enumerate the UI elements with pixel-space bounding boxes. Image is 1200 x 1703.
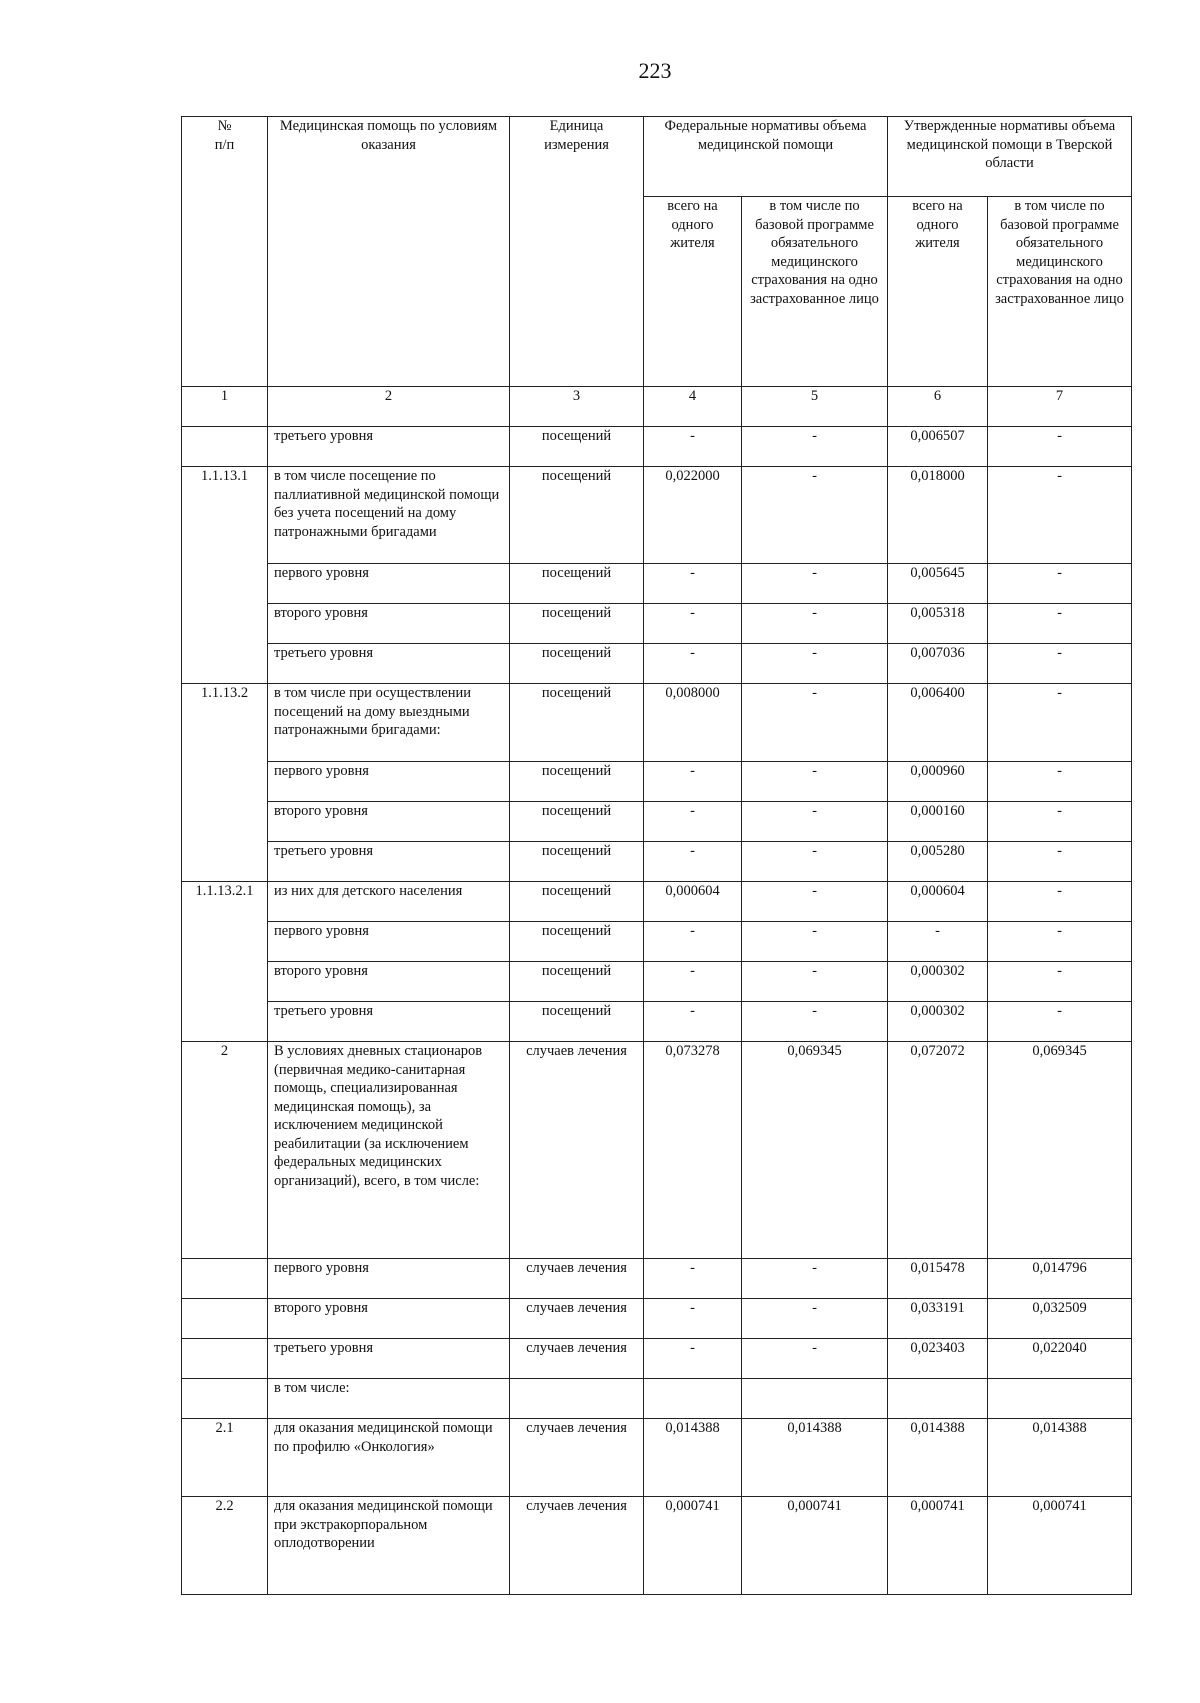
cell-federal-base: - (742, 684, 888, 762)
cell-federal-base: - (742, 644, 888, 684)
cell-federal-base: - (742, 564, 888, 604)
cell-federal-total: 0,014388 (644, 1419, 742, 1497)
row-number (182, 1259, 268, 1299)
cell-federal-total: 0,000741 (644, 1497, 742, 1595)
cell-federal-base: - (742, 882, 888, 922)
cell-federal-base: 0,014388 (742, 1419, 888, 1497)
row-unit: посещений (510, 564, 644, 604)
table-row (182, 1339, 1132, 1379)
cell-federal-total: - (644, 427, 742, 467)
row-name: первого уровня (268, 762, 510, 802)
row-name: первого уровня (268, 564, 510, 604)
cell-approved-base (988, 1379, 1132, 1419)
cell-federal-total: 0,008000 (644, 684, 742, 762)
cell-federal-base: - (742, 1259, 888, 1299)
row-name: из них для детского населения (268, 882, 510, 922)
cell-approved-base: - (988, 604, 1132, 644)
cell-federal-total: - (644, 922, 742, 962)
row-name: второго уровня (268, 802, 510, 842)
cell-approved-total: 0,000302 (888, 962, 988, 1002)
cell-federal-total: 0,022000 (644, 467, 742, 564)
row-unit: случаев лечения (510, 1497, 644, 1595)
cell-approved-total: 0,018000 (888, 467, 988, 564)
cell-approved-total: 0,014388 (888, 1419, 988, 1497)
cell-approved-base: - (988, 644, 1132, 684)
cell-federal-total: - (644, 564, 742, 604)
row-name: второго уровня (268, 962, 510, 1002)
table-row (182, 644, 1132, 684)
cell-federal-base (742, 1379, 888, 1419)
cell-federal-total: - (644, 604, 742, 644)
cell-federal-base: - (742, 922, 888, 962)
cell-approved-total: 0,006400 (888, 684, 988, 762)
row-name: В условиях дневных стационаров (первичная медико-санитарная помощь, специализированная медицинская помощь), за исключением медицинской реабилитации (за исключением федеральных медицинских организаций), всего, в том числе: (268, 1042, 510, 1259)
cell-federal-base: - (742, 762, 888, 802)
row-number: 2.2 (182, 1497, 268, 1595)
norms-table (181, 116, 1132, 1595)
column-number: 5 (742, 387, 888, 427)
cell-approved-total: 0,015478 (888, 1259, 988, 1299)
table-row (182, 564, 1132, 604)
row-name: третьего уровня (268, 1339, 510, 1379)
table-row (182, 922, 1132, 962)
cell-approved-total: - (888, 922, 988, 962)
row-number: 2 (182, 1042, 268, 1259)
row-name: третьего уровня (268, 644, 510, 684)
header-approved-base: в том числе по базовой программе обязательного медицинского страхования на одно застрахованное лицо (988, 197, 1132, 387)
row-number: 1.1.13.2.1 (182, 882, 268, 1042)
header-federal-norms: Федеральные нормативы объема медицинской помощи (644, 117, 888, 197)
cell-federal-total (644, 1379, 742, 1419)
table-row (182, 684, 1132, 762)
table-row (182, 962, 1132, 1002)
row-name: для оказания медицинской помощи при экстракорпоральном оплодотворении (268, 1497, 510, 1595)
header-approved-norms: Утвержденные нормативы объема медицинской помощи в Тверской области (888, 117, 1132, 197)
header-federal-base: в том числе по базовой программе обязательного медицинского страхования на одно застрахованное лицо (742, 197, 888, 387)
table-row (182, 842, 1132, 882)
table-row (182, 427, 1132, 467)
row-unit: случаев лечения (510, 1259, 644, 1299)
cell-federal-total: 0,073278 (644, 1042, 742, 1259)
cell-approved-total (888, 1379, 988, 1419)
cell-approved-base: 0,000741 (988, 1497, 1132, 1595)
row-unit: случаев лечения (510, 1339, 644, 1379)
cell-approved-base: 0,022040 (988, 1339, 1132, 1379)
row-unit: посещений (510, 922, 644, 962)
row-unit: посещений (510, 604, 644, 644)
cell-approved-total: 0,072072 (888, 1042, 988, 1259)
column-number: 1 (182, 387, 268, 427)
cell-approved-base: - (988, 962, 1132, 1002)
row-name: третьего уровня (268, 1002, 510, 1042)
cell-approved-base: - (988, 467, 1132, 564)
cell-federal-base: - (742, 604, 888, 644)
row-number: 1.1.13.2 (182, 684, 268, 882)
row-unit: посещений (510, 802, 644, 842)
row-number: 2.1 (182, 1419, 268, 1497)
cell-approved-base: - (988, 684, 1132, 762)
cell-approved-base: - (988, 762, 1132, 802)
row-unit: случаев лечения (510, 1299, 644, 1339)
row-unit: посещений (510, 1002, 644, 1042)
cell-approved-base: - (988, 842, 1132, 882)
cell-approved-base: - (988, 922, 1132, 962)
column-number: 7 (988, 387, 1132, 427)
row-name: для оказания медицинской помощи по профилю «Онкология» (268, 1419, 510, 1497)
cell-federal-total: - (644, 644, 742, 684)
cell-approved-total: 0,005318 (888, 604, 988, 644)
cell-approved-base: 0,032509 (988, 1299, 1132, 1339)
table-row (182, 1259, 1132, 1299)
cell-approved-total: 0,033191 (888, 1299, 988, 1339)
cell-approved-total: 0,000741 (888, 1497, 988, 1595)
table-row (182, 762, 1132, 802)
cell-approved-base: - (988, 802, 1132, 842)
cell-federal-total: 0,000604 (644, 882, 742, 922)
row-unit: посещений (510, 762, 644, 802)
header-care-conditions: Медицинская помощь по условиям оказания (268, 117, 510, 387)
cell-federal-base: - (742, 1299, 888, 1339)
column-number: 4 (644, 387, 742, 427)
cell-federal-base: - (742, 802, 888, 842)
table-row (182, 802, 1132, 842)
header-number: № п/п (182, 117, 268, 387)
table-row (182, 1299, 1132, 1339)
row-unit: посещений (510, 882, 644, 922)
table-row (182, 1497, 1132, 1595)
cell-federal-total: - (644, 962, 742, 1002)
table-row (182, 1002, 1132, 1042)
row-name: второго уровня (268, 604, 510, 644)
header-federal-total: всего на одного жителя (644, 197, 742, 387)
cell-federal-total: - (644, 762, 742, 802)
cell-approved-base: - (988, 1002, 1132, 1042)
cell-approved-base: 0,014388 (988, 1419, 1132, 1497)
table-row (182, 1042, 1132, 1259)
row-unit: посещений (510, 427, 644, 467)
cell-federal-base: - (742, 962, 888, 1002)
header-approved-total: всего на одного жителя (888, 197, 988, 387)
row-number (182, 1379, 268, 1419)
row-name: третьего уровня (268, 427, 510, 467)
cell-approved-total: 0,007036 (888, 644, 988, 684)
row-number (182, 427, 268, 467)
row-number: 1.1.13.1 (182, 467, 268, 684)
column-number: 3 (510, 387, 644, 427)
cell-approved-base: - (988, 427, 1132, 467)
table-row (182, 882, 1132, 922)
row-number (182, 1339, 268, 1379)
row-unit: посещений (510, 644, 644, 684)
cell-approved-total: 0,006507 (888, 427, 988, 467)
row-unit (510, 1379, 644, 1419)
row-name: первого уровня (268, 922, 510, 962)
page-number: 223 (638, 58, 672, 83)
table-row (182, 467, 1132, 564)
column-number: 2 (268, 387, 510, 427)
row-name: в том числе при осуществлении посещений на дому выездными патронажными бригадами: (268, 684, 510, 762)
cell-approved-total: 0,000160 (888, 802, 988, 842)
cell-approved-total: 0,023403 (888, 1339, 988, 1379)
cell-approved-total: 0,000604 (888, 882, 988, 922)
cell-federal-base: 0,000741 (742, 1497, 888, 1595)
cell-federal-total: - (644, 1299, 742, 1339)
table-row (182, 604, 1132, 644)
cell-approved-base: - (988, 564, 1132, 604)
cell-federal-base: - (742, 842, 888, 882)
row-unit: посещений (510, 467, 644, 564)
cell-federal-total: - (644, 1002, 742, 1042)
row-name: первого уровня (268, 1259, 510, 1299)
header-unit: Единица измерения (510, 117, 644, 387)
table-row (182, 1379, 1132, 1419)
cell-approved-base: - (988, 882, 1132, 922)
row-unit: случаев лечения (510, 1419, 644, 1497)
row-name: второго уровня (268, 1299, 510, 1339)
cell-federal-total: - (644, 1339, 742, 1379)
cell-approved-total: 0,000302 (888, 1002, 988, 1042)
row-unit: посещений (510, 962, 644, 1002)
cell-federal-base: - (742, 1339, 888, 1379)
cell-federal-base: - (742, 427, 888, 467)
cell-approved-total: 0,000960 (888, 762, 988, 802)
cell-federal-total: - (644, 802, 742, 842)
table-row (182, 1419, 1132, 1497)
row-name: третьего уровня (268, 842, 510, 882)
cell-approved-total: 0,005280 (888, 842, 988, 882)
cell-federal-total: - (644, 1259, 742, 1299)
table-body (182, 427, 1132, 1595)
row-unit: посещений (510, 684, 644, 762)
column-number: 6 (888, 387, 988, 427)
row-unit: случаев лечения (510, 1042, 644, 1259)
cell-federal-total: - (644, 842, 742, 882)
cell-approved-base: 0,014796 (988, 1259, 1132, 1299)
cell-approved-total: 0,005645 (888, 564, 988, 604)
row-name: в том числе посещение по паллиативной медицинской помощи без учета посещений на дому патронажными бригадами (268, 467, 510, 564)
cell-federal-base: 0,069345 (742, 1042, 888, 1259)
cell-approved-base: 0,069345 (988, 1042, 1132, 1259)
cell-federal-base: - (742, 467, 888, 564)
row-name: в том числе: (268, 1379, 510, 1419)
cell-federal-base: - (742, 1002, 888, 1042)
row-number (182, 1299, 268, 1339)
row-unit: посещений (510, 842, 644, 882)
